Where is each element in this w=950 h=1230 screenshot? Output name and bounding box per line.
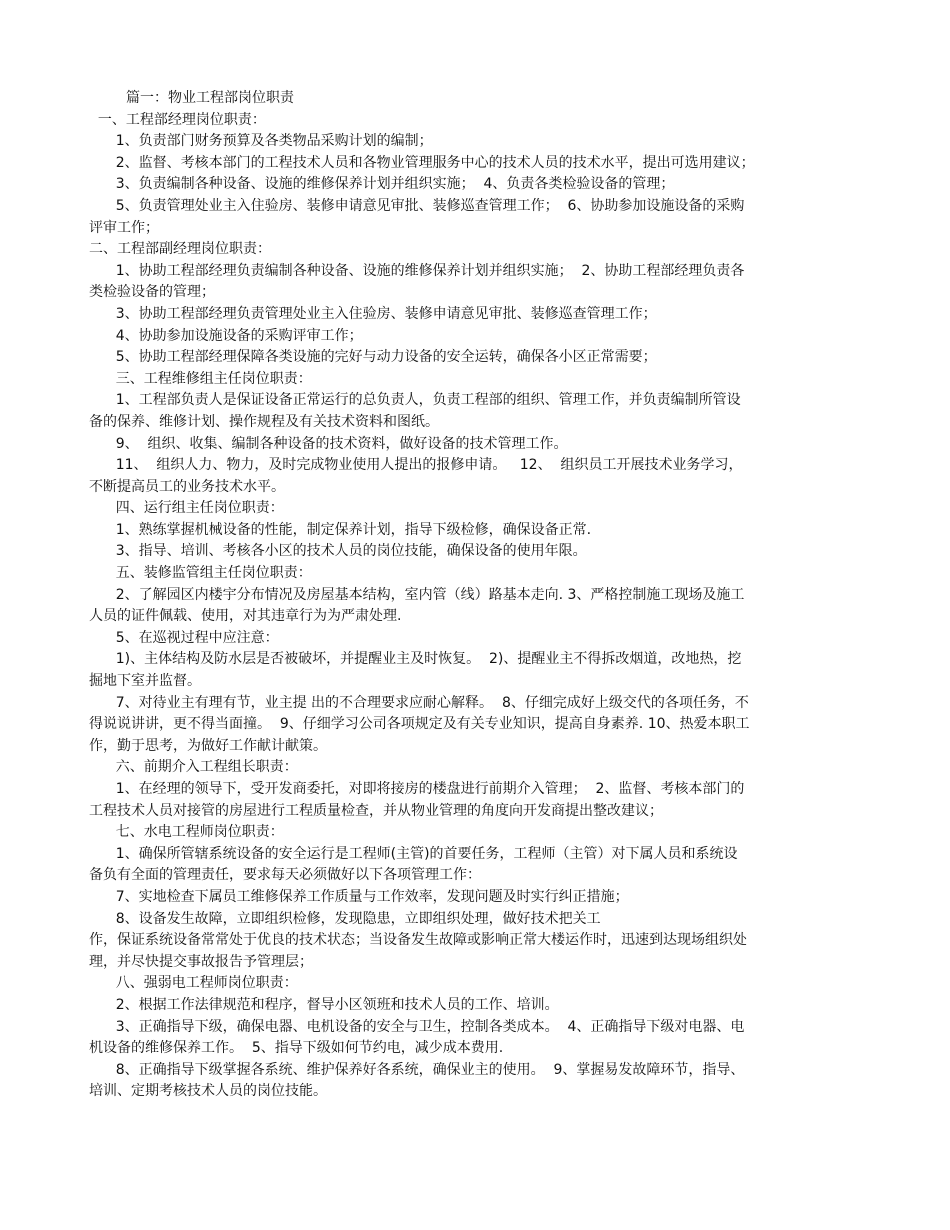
text-line: 1、熟练掌握机械设备的性能，制定保养计划，指导下级检修，确保设备正常. (89, 521, 592, 538)
document-body (89, 88, 864, 1103)
text-line: 3、负责编制各种设备、设施的维修保养计划并组织实施； 4、负责各类检验设备的管理； (89, 176, 675, 193)
text-line: 1、协助工程部经理负责编制各种设备、设施的维修保养计划并组织实施； 2、协助工程部经理负责各 (89, 262, 745, 279)
text-line: 人员的证件佩载、使用，对其违章行为为严肃处理. (89, 608, 402, 625)
text-line: 一、工程部经理岗位职责： (89, 111, 266, 128)
text-line: 3、指导、培训、考核各小区的技术人员的岗位技能，确保设备的使用年限。 (89, 543, 587, 560)
text-line: 7、实地检查下属员工维修保养工作质量与工作效率，发现问题及时实行纠正措施； (89, 888, 629, 905)
text-line: 六、前期介入工程组长职责： (89, 759, 298, 776)
text-line: 培训、定期考核技术人员的岗位技能。 (89, 1083, 327, 1100)
text-line: 8、设备发生故障，立即组织检修，发现隐患，立即组织处理，做好技术把关工 (89, 910, 601, 927)
text-line: 七、水电工程师岗位职责： (89, 824, 284, 841)
text-line: 备负有全面的管理责任，要求每天必须做好以下各项管理工作： (89, 867, 481, 884)
text-line: 11、 组织人力、物力，及时完成物业使用人提出的报修申请。 12、 组织员工开展技术业务学习， (89, 457, 743, 474)
text-line: 作，保证系统设备常常处于优良的技术状态；当设备发生故障或影响正常大楼运作时，迅速到达现场组织处 (89, 932, 747, 949)
text-line: 5、负责管理处业主入住验房、装修申请意见审批、装修巡查管理工作； 6、协助参加设施设备的采购 (89, 197, 745, 214)
text-line: 3、协助工程部经理负责管理处业主入住验房、装修申请意见审批、装修巡查管理工作； (89, 305, 657, 322)
text-line: 1、负责部门财务预算及各类物品采购计划的编制； (89, 133, 433, 150)
text-line: 八、强弱电工程师岗位职责： (89, 975, 298, 992)
text-line: 1)、主体结构及防水层是否被破坏，并提醒业主及时恢复。 2)、提醒业主不得拆改烟道，改地热，挖 (89, 651, 742, 668)
text-line: 9、 组织、收集、编制各种设备的技术资料，做好设备的技术管理工作。 (89, 435, 568, 452)
text-line: 机设备的维修保养工作。 5、指导下级如何节约电，减少成本费用. (89, 1040, 504, 1057)
text-line: 7、对待业主有理有节，业主提 出的不合理要求应耐心解释。 8、仔细完成好上级交代的各项任务，不 (89, 694, 749, 711)
text-line: 2、监督、考核本部门的工程技术人员和各物业管理服务中心的技术人员的技术水平，提出可选用建议； (89, 154, 755, 171)
text-line: 不断提高员工的业务技术水平。 (89, 478, 285, 495)
text-line: 1、在经理的领导下，受开发商委托，对即将接房的楼盘进行前期介入管理； 2、监督、考核本部门的 (89, 781, 745, 797)
text-line: 2、根据工作法律规范和程序，督导小区领班和技术人员的工作、培训。 (89, 996, 559, 1013)
text-line: 二、工程部副经理岗位职责： (89, 241, 271, 258)
document-title: 篇一：物业工程部岗位职责 (126, 90, 294, 106)
text-line: 1、确保所管辖系统设备的安全运行是工程师(主管)的首要任务，工程师（主管）对下属人员和系统设 (89, 845, 738, 862)
text-line: 三、工程维修组主任岗位职责： (89, 370, 312, 387)
text-line: 四、运行组主任岗位职责： (89, 500, 284, 517)
document-lines (89, 110, 864, 1103)
text-line: 1、工程部负责人是保证设备正常运行的总负责人，负责工程部的组织、管理工作，并负责编制所管设 (89, 392, 741, 409)
text-line: 得说说讲讲，更不得当面撞。 9、仔细学习公司各项规定及有关专业知识，提高自身素养. 10、热爱本职工 (89, 716, 750, 733)
text-line: 五、装修监管组主任岗位职责： (89, 565, 312, 582)
text-line: 3、正确指导下级，确保电器、电机设备的安全与卫生，控制各类成本。 4、正确指导下级对电器、电 (89, 1018, 745, 1035)
text-line: 掘地下室并监督。 (89, 673, 201, 690)
text-line: 理，并尽快提交事故报告予管理层； (89, 953, 313, 970)
text-line: 类检验设备的管理； (89, 284, 215, 301)
text-line: 8、正确指导下级掌握各系统、维护保养好各系统，确保业主的使用。 9、掌握易发故障环节，指导、 (89, 1061, 745, 1078)
text-line: 2、了解园区内楼宇分布情况及房屋基本结构，室内管（线）路基本走向. 3、严格控制施工现场及施工 (89, 586, 745, 603)
text-line: 评审工作； (89, 219, 159, 236)
text-line: 5、在巡视过程中应注意： (89, 629, 279, 646)
text-line: 工程技术人员对接管的房屋进行工程质量检查，并从物业管理的角度向开发商提出整改建议； (89, 802, 663, 819)
text-line: 作，勤于思考，为做好工作献计献策。 (89, 737, 327, 754)
text-line: 5、协助工程部经理保障各类设施的完好与动力设备的安全运转，确保各小区正常需要； (89, 349, 657, 366)
text-line: 备的保养、维修计划、操作规程及有关技术资料和图纸。 (89, 413, 439, 430)
text-line: 4、协助参加设施设备的采购评审工作； (89, 327, 363, 344)
